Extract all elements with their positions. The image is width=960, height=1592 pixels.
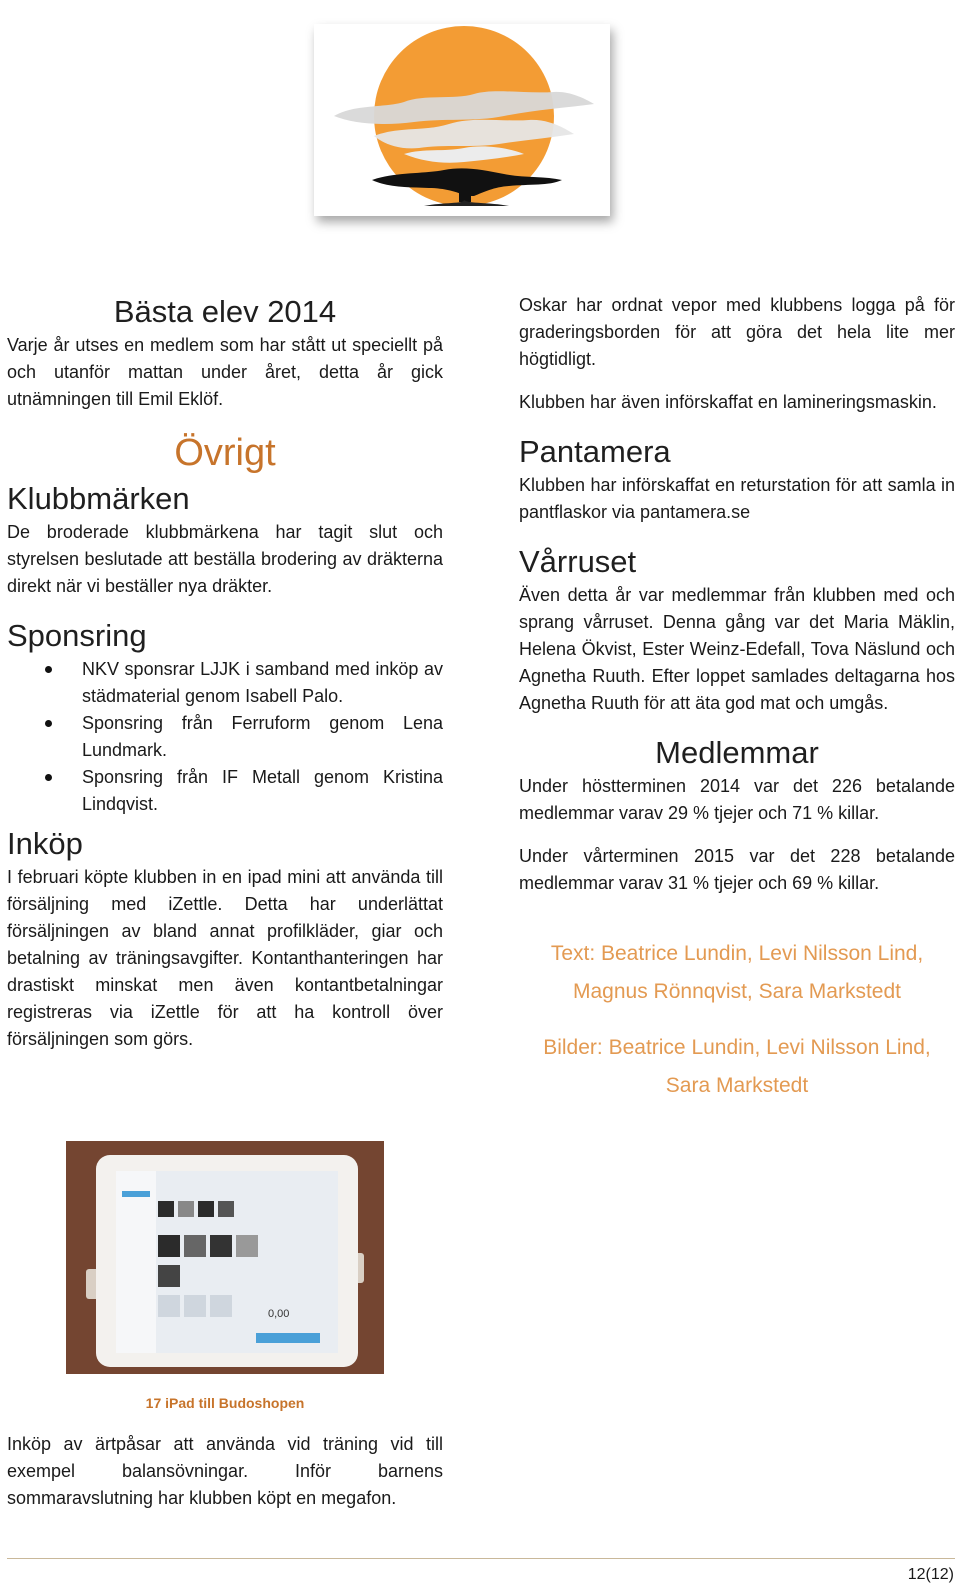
list-item: [7, 764, 443, 818]
left-column: [7, 292, 443, 1069]
bullet-icon: [45, 774, 52, 781]
list-item: [7, 656, 443, 710]
ipad-photo-icon: [66, 1141, 384, 1374]
laminering-text: Klubben har även införskaffat en lamineringsmaskin.: [519, 392, 937, 412]
sponsring-heading: Sponsring: [7, 618, 147, 653]
screen-amount: 0,00: [268, 1308, 290, 1320]
club-logo: [314, 24, 610, 216]
bullet-icon: [45, 720, 52, 727]
artpasar-text: Inköp av ärtpåsar att använda vid träning vid till exempel balansövningar. Inför barnens sommaravslutning har klubben köpt en megafon.: [7, 1434, 443, 1508]
footer-divider: [7, 1558, 955, 1559]
pantamera-text: Klubben har införskaffat en returstation för att samla in pantflaskor via pantamera.se: [519, 475, 955, 522]
right-column: [519, 292, 955, 1123]
basta-elev-text: Varje år utses en medlem som har stått ut speciellt på och utanför mattan under året, detta år gick utnämningen till Emil Eklöf.: [7, 335, 443, 409]
text-credits-line-2: Magnus Rönnqvist, Sara Markstedt: [573, 980, 901, 1003]
klubbmarken-heading: Klubbmärken: [7, 481, 190, 516]
photo-credits-line-2: Sara Markstedt: [665, 1074, 809, 1097]
inkop-heading: Inköp: [7, 826, 83, 861]
after-caption-block: [7, 1431, 443, 1528]
varruset-heading: Vårruset: [519, 544, 637, 579]
text-credits: [519, 935, 955, 1011]
credits: [519, 935, 955, 1105]
bullet-icon: [45, 666, 52, 673]
text-credits-line-1: Text: Beatrice Lundin, Levi Nilsson Lind,: [550, 942, 924, 965]
photo-credits: [519, 1029, 955, 1105]
list-item-text: Sponsring från IF Metall genom Kristina Lindqvist.: [82, 767, 443, 814]
basta-elev-heading: Bästa elev 2014: [113, 294, 337, 329]
sun-tree-logo-icon: [314, 24, 610, 216]
vepor-text: Oskar har ordnat vepor med klubbens logga på för graderingsborden för att göra det hela lite mer högtidligt.: [519, 295, 955, 369]
varruset-text: Även detta år var medlemmar från klubben med och sprang vårruset. Denna gång var det Maria Mäklin, Helena Ökvist, Ester Weinz-Edefall, Tova Näslund och Agnetha Ruuth. Efter loppet samlades deltagarna hos Agnetha Ruuth för att äta god mat och umgås.: [519, 585, 955, 713]
klubbmarken-text: De broderade klubbmärkena har tagit slut och styrelsen beslutade att beställa brodering av dräkterna direkt när vi beställer nya dräkter.: [7, 522, 443, 596]
medlemmar-text-2: Under vårterminen 2015 var det 228 betalande medlemmar varav 31 % tjejer och 69 % killar.: [519, 846, 955, 893]
list-item: [7, 710, 443, 764]
list-item-text: NKV sponsrar LJJK i samband med inköp av städmaterial genom Isabell Palo.: [82, 659, 443, 706]
medlemmar-heading: Medlemmar: [655, 735, 819, 770]
photo-caption: 17 iPad till Budoshopen: [145, 1395, 305, 1411]
inkop-text: I februari köpte klubben in en ipad mini att använda till försäljning med iZettle. Detta har underlättat försäljningen av bland annat profilkläder, giar och betalning av träningsavgifter. Kontanthanteringen har drastiskt minskat men även kontantbetalningar registreras via iZettle för att ha kontroll över försäljningen som görs.: [7, 867, 443, 1049]
ovrigt-heading: Övrigt: [174, 432, 276, 474]
ipad-photo: [66, 1141, 384, 1374]
page-number: 12(12): [907, 1566, 954, 1583]
pantamera-heading: Pantamera: [519, 434, 671, 469]
list-item-text: Sponsring från Ferruform genom Lena Lundmark.: [82, 713, 443, 760]
photo-credits-line-1: Bilder: Beatrice Lundin, Levi Nilsson Lind,: [543, 1036, 931, 1059]
medlemmar-text-1: Under höstterminen 2014 var det 226 betalande medlemmar varav 29 % tjejer och 71 % killar.: [519, 776, 955, 823]
sponsring-list: [7, 656, 443, 818]
